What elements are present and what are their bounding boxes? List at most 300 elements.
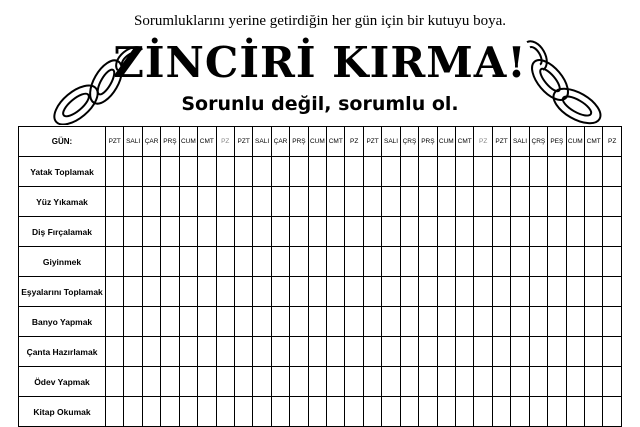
day-checkbox-cell[interactable]	[271, 337, 289, 367]
day-checkbox-cell[interactable]	[308, 277, 326, 307]
day-checkbox-cell[interactable]	[290, 247, 308, 277]
day-checkbox-cell[interactable]	[492, 247, 510, 277]
day-checkbox-cell[interactable]	[382, 367, 400, 397]
day-header: PZT	[234, 127, 252, 157]
day-checkbox-cell[interactable]	[437, 187, 455, 217]
day-header: SALI	[124, 127, 142, 157]
task-row	[19, 337, 622, 367]
day-checkbox-cell[interactable]	[308, 307, 326, 337]
day-checkbox-cell[interactable]	[529, 157, 547, 187]
day-checkbox-cell[interactable]	[253, 247, 271, 277]
day-checkbox-cell[interactable]	[548, 157, 566, 187]
day-checkbox-cell[interactable]	[234, 277, 252, 307]
task-row	[19, 157, 622, 187]
task-row	[19, 307, 622, 337]
day-checkbox-cell[interactable]	[400, 217, 418, 247]
day-checkbox-cell[interactable]	[437, 277, 455, 307]
day-checkbox-cell[interactable]	[363, 367, 381, 397]
day-checkbox-cell[interactable]	[511, 307, 529, 337]
day-checkbox-cell[interactable]	[419, 367, 437, 397]
day-checkbox-cell[interactable]	[419, 337, 437, 367]
day-checkbox-cell[interactable]	[271, 247, 289, 277]
day-checkbox-cell[interactable]	[529, 397, 547, 427]
task-row	[19, 367, 622, 397]
day-checkbox-cell[interactable]	[179, 307, 197, 337]
day-checkbox-cell[interactable]	[566, 307, 584, 337]
task-row	[19, 187, 622, 217]
day-checkbox-cell[interactable]	[511, 247, 529, 277]
day-checkbox-cell[interactable]	[345, 157, 363, 187]
day-checkbox-cell[interactable]	[179, 277, 197, 307]
day-checkbox-cell[interactable]	[456, 217, 474, 247]
day-header-row	[19, 127, 622, 157]
day-checkbox-cell[interactable]	[271, 187, 289, 217]
day-checkbox-cell[interactable]	[529, 187, 547, 217]
day-checkbox-cell[interactable]	[271, 367, 289, 397]
task-label: Diş Fırçalamak	[19, 217, 106, 247]
day-checkbox-cell[interactable]	[474, 187, 492, 217]
day-checkbox-cell[interactable]	[584, 157, 602, 187]
day-checkbox-cell[interactable]	[198, 187, 216, 217]
day-checkbox-cell[interactable]	[290, 397, 308, 427]
day-checkbox-cell[interactable]	[253, 157, 271, 187]
day-checkbox-cell[interactable]	[308, 217, 326, 247]
day-checkbox-cell[interactable]	[198, 307, 216, 337]
instruction-text: Sorumluklarını yerine getirdiğin her gün için bir kutuyu boya.	[133, 13, 506, 29]
day-checkbox-cell[interactable]	[566, 217, 584, 247]
day-checkbox-cell[interactable]	[308, 397, 326, 427]
day-checkbox-cell[interactable]	[271, 277, 289, 307]
page-title: ZİNCİRİ KIRMA!	[113, 38, 527, 87]
day-checkbox-cell[interactable]	[492, 307, 510, 337]
day-checkbox-cell[interactable]	[327, 367, 345, 397]
day-checkbox-cell[interactable]	[106, 337, 124, 367]
day-checkbox-cell[interactable]	[437, 397, 455, 427]
day-checkbox-cell[interactable]	[382, 307, 400, 337]
day-checkbox-cell[interactable]	[234, 247, 252, 277]
day-checkbox-cell[interactable]	[492, 217, 510, 247]
day-checkbox-cell[interactable]	[419, 397, 437, 427]
day-checkbox-cell[interactable]	[566, 157, 584, 187]
day-checkbox-cell[interactable]	[492, 397, 510, 427]
day-checkbox-cell[interactable]	[548, 397, 566, 427]
day-checkbox-cell[interactable]	[161, 217, 179, 247]
day-checkbox-cell[interactable]	[529, 337, 547, 367]
day-checkbox-cell[interactable]	[456, 367, 474, 397]
day-checkbox-cell[interactable]	[124, 187, 142, 217]
day-checkbox-cell[interactable]	[106, 397, 124, 427]
day-checkbox-cell[interactable]	[179, 187, 197, 217]
day-checkbox-cell[interactable]	[161, 337, 179, 367]
day-checkbox-cell[interactable]	[474, 247, 492, 277]
day-checkbox-cell[interactable]	[216, 307, 234, 337]
day-checkbox-cell[interactable]	[382, 247, 400, 277]
day-header: PZ	[474, 127, 492, 157]
day-checkbox-cell[interactable]	[253, 397, 271, 427]
day-checkbox-cell[interactable]	[511, 187, 529, 217]
subtitle: Sorunlu değil, sorumlu ol.	[181, 93, 459, 115]
day-checkbox-cell[interactable]	[474, 277, 492, 307]
day-checkbox-cell[interactable]	[456, 187, 474, 217]
day-checkbox-cell[interactable]	[271, 307, 289, 337]
day-checkbox-cell[interactable]	[179, 337, 197, 367]
day-checkbox-cell[interactable]	[198, 217, 216, 247]
task-label: Yüz Yıkamak	[19, 187, 106, 217]
day-checkbox-cell[interactable]	[419, 157, 437, 187]
day-checkbox-cell[interactable]	[327, 397, 345, 427]
day-checkbox-cell[interactable]	[492, 367, 510, 397]
day-checkbox-cell[interactable]	[529, 277, 547, 307]
day-checkbox-cell[interactable]	[603, 187, 622, 217]
day-checkbox-cell[interactable]	[161, 157, 179, 187]
day-checkbox-cell[interactable]	[529, 217, 547, 247]
day-checkbox-cell[interactable]	[124, 157, 142, 187]
day-checkbox-cell[interactable]	[474, 397, 492, 427]
day-checkbox-cell[interactable]	[437, 247, 455, 277]
day-checkbox-cell[interactable]	[511, 157, 529, 187]
day-checkbox-cell[interactable]	[548, 307, 566, 337]
day-checkbox-cell[interactable]	[492, 157, 510, 187]
day-checkbox-cell[interactable]	[161, 307, 179, 337]
day-checkbox-cell[interactable]	[548, 247, 566, 277]
day-checkbox-cell[interactable]	[179, 157, 197, 187]
day-checkbox-cell[interactable]	[603, 277, 622, 307]
day-checkbox-cell[interactable]	[216, 277, 234, 307]
day-header: PZT	[492, 127, 510, 157]
day-checkbox-cell[interactable]	[308, 157, 326, 187]
day-checkbox-cell[interactable]	[290, 367, 308, 397]
day-checkbox-cell[interactable]	[124, 337, 142, 367]
day-checkbox-cell[interactable]	[419, 307, 437, 337]
day-checkbox-cell[interactable]	[234, 187, 252, 217]
day-checkbox-cell[interactable]	[345, 247, 363, 277]
day-checkbox-cell[interactable]	[548, 187, 566, 217]
day-checkbox-cell[interactable]	[142, 247, 160, 277]
day-header: PZT	[363, 127, 381, 157]
day-checkbox-cell[interactable]	[234, 397, 252, 427]
day-header: PZ	[345, 127, 363, 157]
day-checkbox-cell[interactable]	[363, 307, 381, 337]
day-header: PZ	[216, 127, 234, 157]
task-label: Eşyalarını Toplamak	[19, 277, 106, 307]
day-checkbox-cell[interactable]	[382, 397, 400, 427]
day-checkbox-cell[interactable]	[584, 247, 602, 277]
day-checkbox-cell[interactable]	[400, 397, 418, 427]
day-checkbox-cell[interactable]	[382, 157, 400, 187]
day-checkbox-cell[interactable]	[548, 337, 566, 367]
day-checkbox-cell[interactable]	[161, 367, 179, 397]
chain-left-icon	[44, 40, 149, 125]
day-checkbox-cell[interactable]	[363, 217, 381, 247]
day-checkbox-cell[interactable]	[548, 217, 566, 247]
day-checkbox-cell[interactable]	[437, 217, 455, 247]
day-checkbox-cell[interactable]	[142, 157, 160, 187]
day-checkbox-cell[interactable]	[511, 217, 529, 247]
day-checkbox-cell[interactable]	[566, 277, 584, 307]
day-checkbox-cell[interactable]	[474, 307, 492, 337]
day-checkbox-cell[interactable]	[456, 247, 474, 277]
day-checkbox-cell[interactable]	[198, 337, 216, 367]
day-checkbox-cell[interactable]	[142, 367, 160, 397]
day-checkbox-cell[interactable]	[290, 277, 308, 307]
day-checkbox-cell[interactable]	[400, 157, 418, 187]
day-checkbox-cell[interactable]	[106, 157, 124, 187]
day-checkbox-cell[interactable]	[584, 277, 602, 307]
day-checkbox-cell[interactable]	[106, 187, 124, 217]
day-checkbox-cell[interactable]	[327, 217, 345, 247]
day-checkbox-cell[interactable]	[419, 217, 437, 247]
day-checkbox-cell[interactable]	[382, 337, 400, 367]
day-checkbox-cell[interactable]	[566, 367, 584, 397]
day-checkbox-cell[interactable]	[345, 367, 363, 397]
day-checkbox-cell[interactable]	[603, 367, 622, 397]
day-checkbox-cell[interactable]	[474, 157, 492, 187]
day-checkbox-cell[interactable]	[161, 247, 179, 277]
day-checkbox-cell[interactable]	[363, 157, 381, 187]
day-checkbox-cell[interactable]	[566, 247, 584, 277]
day-header: CMT	[456, 127, 474, 157]
day-checkbox-cell[interactable]	[327, 337, 345, 367]
day-checkbox-cell[interactable]	[584, 367, 602, 397]
day-checkbox-cell[interactable]	[216, 187, 234, 217]
task-label: Yatak Toplamak	[19, 157, 106, 187]
day-header: SALI	[511, 127, 529, 157]
day-checkbox-cell[interactable]	[548, 277, 566, 307]
day-checkbox-cell[interactable]	[271, 397, 289, 427]
day-checkbox-cell[interactable]	[548, 367, 566, 397]
day-checkbox-cell[interactable]	[603, 397, 622, 427]
day-checkbox-cell[interactable]	[419, 277, 437, 307]
day-header: CMT	[327, 127, 345, 157]
day-checkbox-cell[interactable]	[584, 397, 602, 427]
day-checkbox-cell[interactable]	[345, 217, 363, 247]
day-checkbox-cell[interactable]	[400, 367, 418, 397]
day-header: PRŞ	[290, 127, 308, 157]
day-checkbox-cell[interactable]	[400, 187, 418, 217]
day-header: SALI	[253, 127, 271, 157]
day-checkbox-cell[interactable]	[106, 307, 124, 337]
day-checkbox-cell[interactable]	[584, 337, 602, 367]
day-checkbox-cell[interactable]	[253, 187, 271, 217]
day-checkbox-cell[interactable]	[106, 367, 124, 397]
day-checkbox-cell[interactable]	[327, 157, 345, 187]
day-checkbox-cell[interactable]	[382, 187, 400, 217]
day-checkbox-cell[interactable]	[290, 157, 308, 187]
day-checkbox-cell[interactable]	[327, 247, 345, 277]
day-checkbox-cell[interactable]	[234, 307, 252, 337]
day-checkbox-cell[interactable]	[216, 367, 234, 397]
day-checkbox-cell[interactable]	[179, 367, 197, 397]
day-checkbox-cell[interactable]	[290, 307, 308, 337]
day-checkbox-cell[interactable]	[529, 247, 547, 277]
day-checkbox-cell[interactable]	[400, 337, 418, 367]
day-checkbox-cell[interactable]	[216, 397, 234, 427]
day-checkbox-cell[interactable]	[603, 307, 622, 337]
day-checkbox-cell[interactable]	[308, 247, 326, 277]
day-checkbox-cell[interactable]	[400, 247, 418, 277]
task-label: Banyo Yapmak	[19, 307, 106, 337]
day-header: CUM	[437, 127, 455, 157]
day-checkbox-cell[interactable]	[511, 337, 529, 367]
day-checkbox-cell[interactable]	[161, 277, 179, 307]
day-checkbox-cell[interactable]	[253, 337, 271, 367]
day-checkbox-cell[interactable]	[198, 397, 216, 427]
day-checkbox-cell[interactable]	[529, 307, 547, 337]
day-checkbox-cell[interactable]	[511, 397, 529, 427]
day-checkbox-cell[interactable]	[198, 247, 216, 277]
task-label: Kitap Okumak	[19, 397, 106, 427]
day-checkbox-cell[interactable]	[253, 367, 271, 397]
day-checkbox-cell[interactable]	[179, 247, 197, 277]
day-checkbox-cell[interactable]	[566, 397, 584, 427]
day-checkbox-cell[interactable]	[419, 247, 437, 277]
day-header: CUM	[179, 127, 197, 157]
day-checkbox-cell[interactable]	[290, 187, 308, 217]
task-row	[19, 397, 622, 427]
task-row	[19, 277, 622, 307]
day-checkbox-cell[interactable]	[603, 337, 622, 367]
day-checkbox-cell[interactable]	[603, 217, 622, 247]
day-checkbox-cell[interactable]	[474, 367, 492, 397]
day-checkbox-cell[interactable]	[492, 277, 510, 307]
day-checkbox-cell[interactable]	[363, 397, 381, 427]
day-checkbox-cell[interactable]	[234, 337, 252, 367]
day-checkbox-cell[interactable]	[345, 397, 363, 427]
day-checkbox-cell[interactable]	[234, 217, 252, 247]
day-header: PEŞ	[548, 127, 566, 157]
day-checkbox-cell[interactable]	[456, 157, 474, 187]
task-label: Ödev Yapmak	[19, 367, 106, 397]
day-header: PRŞ	[161, 127, 179, 157]
day-checkbox-cell[interactable]	[179, 397, 197, 427]
day-checkbox-cell[interactable]	[198, 157, 216, 187]
day-checkbox-cell[interactable]	[142, 277, 160, 307]
day-header: ÇAR	[271, 127, 289, 157]
day-checkbox-cell[interactable]	[327, 187, 345, 217]
day-checkbox-cell[interactable]	[474, 217, 492, 247]
day-checkbox-cell[interactable]	[179, 217, 197, 247]
day-checkbox-cell[interactable]	[400, 277, 418, 307]
day-checkbox-cell[interactable]	[216, 337, 234, 367]
day-checkbox-cell[interactable]	[327, 277, 345, 307]
day-checkbox-cell[interactable]	[308, 367, 326, 397]
day-checkbox-cell[interactable]	[142, 217, 160, 247]
day-column-label: GÜN:	[19, 127, 106, 157]
day-header: CUM	[566, 127, 584, 157]
day-checkbox-cell[interactable]	[290, 217, 308, 247]
day-checkbox-cell[interactable]	[345, 277, 363, 307]
day-checkbox-cell[interactable]	[584, 187, 602, 217]
day-checkbox-cell[interactable]	[124, 217, 142, 247]
day-checkbox-cell[interactable]	[308, 337, 326, 367]
day-checkbox-cell[interactable]	[437, 337, 455, 367]
day-header: SALI	[382, 127, 400, 157]
day-checkbox-cell[interactable]	[437, 307, 455, 337]
day-checkbox-cell[interactable]	[456, 397, 474, 427]
day-header: ÇAR	[142, 127, 160, 157]
day-checkbox-cell[interactable]	[253, 307, 271, 337]
day-checkbox-cell[interactable]	[142, 397, 160, 427]
chain-right-icon	[505, 38, 610, 126]
day-checkbox-cell[interactable]	[382, 217, 400, 247]
day-checkbox-cell[interactable]	[161, 187, 179, 217]
day-checkbox-cell[interactable]	[327, 307, 345, 337]
day-checkbox-cell[interactable]	[124, 367, 142, 397]
day-checkbox-cell[interactable]	[124, 307, 142, 337]
day-checkbox-cell[interactable]	[492, 187, 510, 217]
day-checkbox-cell[interactable]	[142, 187, 160, 217]
day-checkbox-cell[interactable]	[584, 307, 602, 337]
day-checkbox-cell[interactable]	[198, 277, 216, 307]
day-checkbox-cell[interactable]	[216, 217, 234, 247]
day-checkbox-cell[interactable]	[124, 247, 142, 277]
day-checkbox-cell[interactable]	[142, 337, 160, 367]
day-checkbox-cell[interactable]	[106, 277, 124, 307]
day-checkbox-cell[interactable]	[566, 187, 584, 217]
day-header: ÇRŞ	[529, 127, 547, 157]
day-header: ÇRŞ	[400, 127, 418, 157]
day-checkbox-cell[interactable]	[106, 217, 124, 247]
day-checkbox-cell[interactable]	[271, 217, 289, 247]
day-checkbox-cell[interactable]	[253, 277, 271, 307]
day-checkbox-cell[interactable]	[234, 157, 252, 187]
task-row	[19, 247, 622, 277]
day-checkbox-cell[interactable]	[345, 187, 363, 217]
day-checkbox-cell[interactable]	[400, 307, 418, 337]
day-checkbox-cell[interactable]	[345, 307, 363, 337]
day-checkbox-cell[interactable]	[345, 337, 363, 367]
day-header: PZ	[603, 127, 622, 157]
day-checkbox-cell[interactable]	[363, 277, 381, 307]
day-checkbox-cell[interactable]	[124, 397, 142, 427]
day-checkbox-cell[interactable]	[290, 337, 308, 367]
day-checkbox-cell[interactable]	[363, 337, 381, 367]
day-checkbox-cell[interactable]	[456, 277, 474, 307]
day-checkbox-cell[interactable]	[474, 337, 492, 367]
day-checkbox-cell[interactable]	[198, 367, 216, 397]
day-checkbox-cell[interactable]	[308, 187, 326, 217]
day-checkbox-cell[interactable]	[124, 277, 142, 307]
day-checkbox-cell[interactable]	[492, 337, 510, 367]
day-checkbox-cell[interactable]	[271, 157, 289, 187]
day-checkbox-cell[interactable]	[106, 247, 124, 277]
day-checkbox-cell[interactable]	[456, 307, 474, 337]
day-checkbox-cell[interactable]	[216, 157, 234, 187]
day-checkbox-cell[interactable]	[234, 367, 252, 397]
day-checkbox-cell[interactable]	[363, 247, 381, 277]
day-checkbox-cell[interactable]	[584, 217, 602, 247]
day-checkbox-cell[interactable]	[603, 157, 622, 187]
day-checkbox-cell[interactable]	[566, 337, 584, 367]
day-checkbox-cell[interactable]	[511, 367, 529, 397]
day-checkbox-cell[interactable]	[419, 187, 437, 217]
day-checkbox-cell[interactable]	[437, 367, 455, 397]
day-checkbox-cell[interactable]	[253, 217, 271, 247]
day-checkbox-cell[interactable]	[511, 277, 529, 307]
day-checkbox-cell[interactable]	[161, 397, 179, 427]
day-checkbox-cell[interactable]	[529, 367, 547, 397]
day-checkbox-cell[interactable]	[363, 187, 381, 217]
day-checkbox-cell[interactable]	[142, 307, 160, 337]
task-label: Çanta Hazırlamak	[19, 337, 106, 367]
day-checkbox-cell[interactable]	[456, 337, 474, 367]
day-checkbox-cell[interactable]	[216, 247, 234, 277]
day-header: CMT	[198, 127, 216, 157]
day-checkbox-cell[interactable]	[603, 247, 622, 277]
habit-tracker-table	[18, 126, 622, 427]
day-checkbox-cell[interactable]	[382, 277, 400, 307]
day-checkbox-cell[interactable]	[437, 157, 455, 187]
